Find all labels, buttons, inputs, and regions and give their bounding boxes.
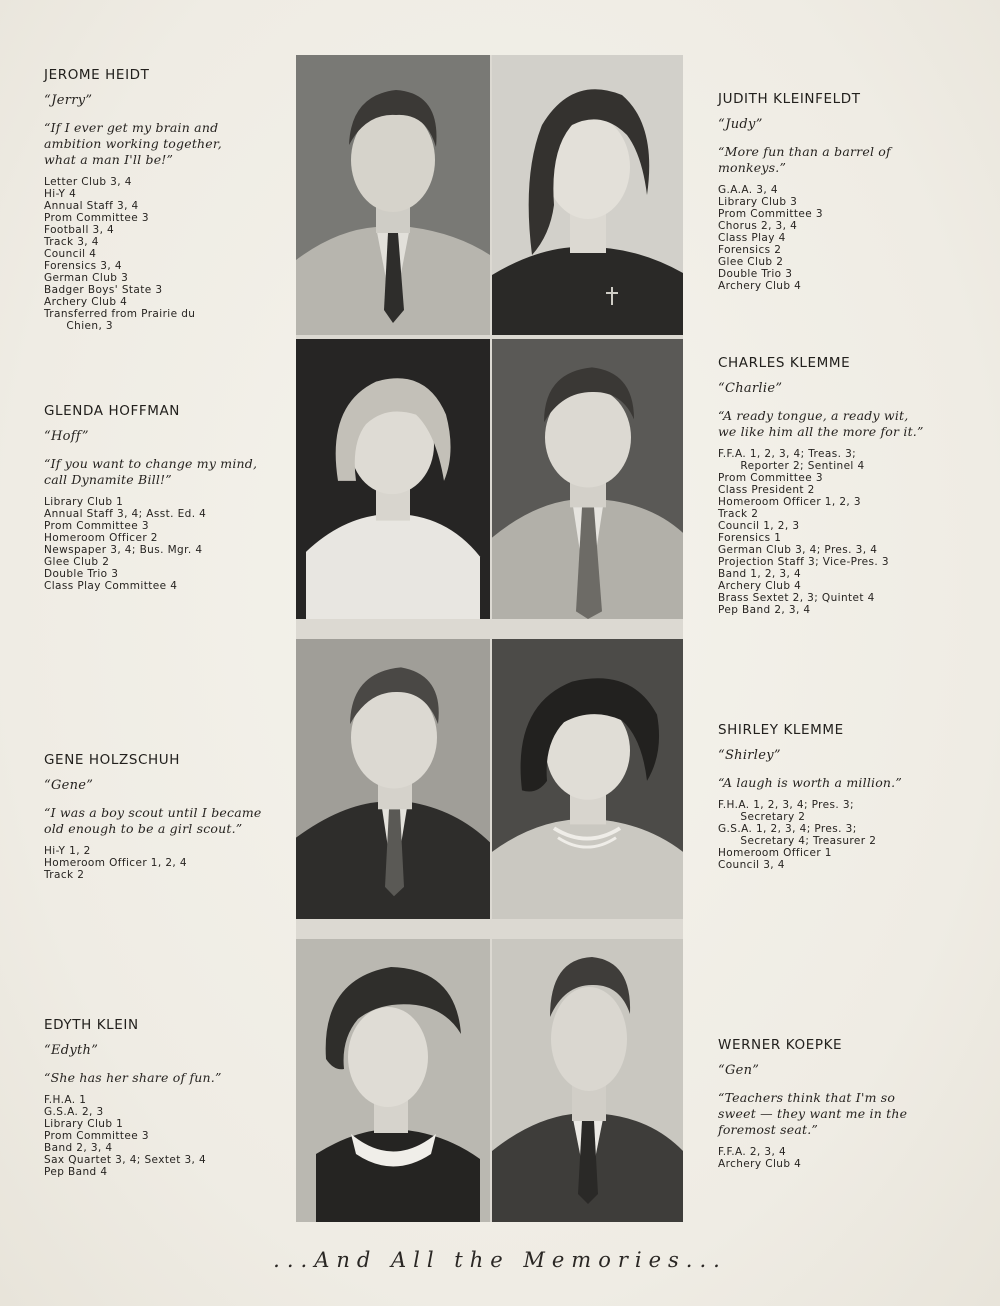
activity-list bbox=[718, 1146, 968, 1170]
activity-item: Chien, 3 bbox=[44, 320, 113, 332]
activity-item: Homeroom Officer 2 bbox=[44, 532, 158, 544]
activity-item: Forensics 3, 4 bbox=[44, 260, 122, 272]
student-entry-werner-koepke bbox=[718, 1037, 968, 1170]
student-entry-edyth-klein bbox=[44, 1017, 294, 1178]
portrait-glenda-hoffman bbox=[296, 339, 490, 619]
student-quote: “Teachers think that I'm so sweet — they want me in the foremost seat.” bbox=[718, 1090, 908, 1137]
activity-item: Prom Committee 3 bbox=[44, 212, 149, 224]
activity-item: Prom Committee 3 bbox=[44, 520, 149, 532]
student-name: WERNER KOEPKE bbox=[718, 1037, 843, 1053]
activity-item: Reporter 2; Sentinel 4 bbox=[718, 460, 865, 472]
student-quote: “If I ever get my brain and ambition working together, what a man I'll be!” bbox=[44, 120, 222, 167]
student-nickname: “Hoff” bbox=[44, 429, 89, 444]
activity-item: Archery Club 4 bbox=[718, 1158, 802, 1170]
student-name: SHIRLEY KLEMME bbox=[718, 722, 844, 738]
student-nickname: “Gen” bbox=[718, 1063, 760, 1078]
portrait-shirley-klemme bbox=[492, 639, 683, 919]
student-nickname: “Charlie” bbox=[718, 381, 783, 396]
student-name: EDYTH KLEIN bbox=[44, 1017, 139, 1033]
activity-item: Class Play 4 bbox=[718, 232, 786, 244]
activity-item: G.A.A. 3, 4 bbox=[718, 184, 778, 196]
student-entry-glenda-hoffman bbox=[44, 403, 294, 592]
portrait-grid bbox=[296, 55, 683, 1222]
activity-item: Glee Club 2 bbox=[718, 256, 784, 268]
activity-list bbox=[44, 176, 294, 332]
student-quote: “I was a boy scout until I became old enough to be a girl scout.” bbox=[44, 805, 262, 836]
activity-item: Council 1, 2, 3 bbox=[718, 520, 800, 532]
activity-item: Transferred from Prairie du bbox=[44, 308, 196, 320]
activity-item: Band 2, 3, 4 bbox=[44, 1142, 113, 1154]
activity-item: Archery Club 4 bbox=[44, 296, 128, 308]
activity-item: Band 1, 2, 3, 4 bbox=[718, 568, 802, 580]
student-name: JEROME HEIDT bbox=[44, 67, 150, 83]
activity-item: Sax Quartet 3, 4; Sextet 3, 4 bbox=[44, 1154, 207, 1166]
activity-item: Chorus 2, 3, 4 bbox=[718, 220, 798, 232]
portrait-werner-koepke bbox=[492, 939, 683, 1222]
activity-item: F.H.A. 1 bbox=[44, 1094, 87, 1106]
portrait-edyth-klein bbox=[296, 939, 490, 1222]
activity-list bbox=[44, 1094, 294, 1178]
activity-item: Badger Boys' State 3 bbox=[44, 284, 163, 296]
student-quote: “A laugh is worth a million.” bbox=[718, 775, 902, 790]
student-quote: “If you want to change my mind, call Dynamite Bill!” bbox=[44, 456, 258, 487]
student-name: GENE HOLZSCHUH bbox=[44, 752, 181, 768]
activity-item: Pep Band 2, 3, 4 bbox=[718, 604, 811, 616]
activity-item: Double Trio 3 bbox=[718, 268, 793, 280]
activity-item: Newspaper 3, 4; Bus. Mgr. 4 bbox=[44, 544, 203, 556]
portrait-judith-kleinfeldt bbox=[492, 55, 683, 335]
student-nickname: “Shirley” bbox=[718, 748, 781, 763]
activity-item: Library Club 1 bbox=[44, 1118, 124, 1130]
activity-item: Homeroom Officer 1, 2, 4 bbox=[44, 857, 187, 869]
activity-item: Track 2 bbox=[44, 869, 85, 881]
activity-item: Track 3, 4 bbox=[44, 236, 99, 248]
portrait-jerome-heidt bbox=[296, 55, 490, 335]
activity-item: G.S.A. 1, 2, 3, 4; Pres. 3; bbox=[718, 823, 857, 835]
activity-item: Letter Club 3, 4 bbox=[44, 176, 132, 188]
portrait-gene-holzschuh bbox=[296, 639, 490, 919]
student-entry-charles-klemme bbox=[718, 355, 968, 616]
activity-item: Hi-Y 4 bbox=[44, 188, 77, 200]
activity-item: Prom Committee 3 bbox=[718, 472, 823, 484]
activity-item: Class Play Committee 4 bbox=[44, 580, 178, 592]
activity-item: Secretary 2 bbox=[718, 811, 806, 823]
student-name: CHARLES KLEMME bbox=[718, 355, 851, 371]
activity-item: Football 3, 4 bbox=[44, 224, 115, 236]
activity-item: Annual Staff 3, 4 bbox=[44, 200, 139, 212]
student-nickname: “Judy” bbox=[718, 117, 763, 132]
activity-item: Annual Staff 3, 4; Asst. Ed. 4 bbox=[44, 508, 207, 520]
student-name: JUDITH KLEINFELDT bbox=[718, 91, 861, 107]
activity-item: Archery Club 4 bbox=[718, 280, 802, 292]
portrait-charles-klemme bbox=[492, 339, 683, 619]
student-quote: “A ready tongue, a ready wit, we like him all the more for it.” bbox=[718, 408, 924, 439]
student-nickname: “Edyth” bbox=[44, 1043, 99, 1058]
activity-item: F.F.A. 2, 3, 4 bbox=[718, 1146, 787, 1158]
activity-item: German Club 3, 4; Pres. 3, 4 bbox=[718, 544, 878, 556]
activity-item: F.H.A. 1, 2, 3, 4; Pres. 3; bbox=[718, 799, 854, 811]
student-quote: “More fun than a barrel of monkeys.” bbox=[718, 144, 891, 175]
activity-item: Prom Committee 3 bbox=[44, 1130, 149, 1142]
activity-item: Library Club 1 bbox=[44, 496, 124, 508]
student-entry-jerome-heidt bbox=[44, 67, 294, 332]
activity-item: Council 3, 4 bbox=[718, 859, 785, 871]
activity-list bbox=[44, 496, 294, 592]
student-entry-judith-kleinfeldt bbox=[718, 91, 968, 292]
activity-item: G.S.A. 2, 3 bbox=[44, 1106, 104, 1118]
activity-item: Archery Club 4 bbox=[718, 580, 802, 592]
activity-item: Prom Committee 3 bbox=[718, 208, 823, 220]
student-nickname: “Jerry” bbox=[44, 93, 93, 108]
activity-item: Council 4 bbox=[44, 248, 97, 260]
student-nickname: “Gene” bbox=[44, 778, 94, 793]
activity-item: Brass Sextet 2, 3; Quintet 4 bbox=[718, 592, 875, 604]
student-entry-shirley-klemme bbox=[718, 722, 968, 871]
activity-list bbox=[44, 845, 294, 881]
activity-item: Forensics 2 bbox=[718, 244, 782, 256]
activity-item: Library Club 3 bbox=[718, 196, 798, 208]
page-footer-caption: ...And All the Memories... bbox=[273, 1248, 727, 1272]
activity-item: Forensics 1 bbox=[718, 532, 782, 544]
activity-item: Double Trio 3 bbox=[44, 568, 119, 580]
activity-item: Homeroom Officer 1 bbox=[718, 847, 832, 859]
activity-list bbox=[718, 799, 968, 871]
activity-item: Secretary 4; Treasurer 2 bbox=[718, 835, 877, 847]
student-entry-gene-holzschuh bbox=[44, 752, 294, 881]
activity-item: Homeroom Officer 1, 2, 3 bbox=[718, 496, 861, 508]
activity-item: Class President 2 bbox=[718, 484, 815, 496]
activity-item: Track 2 bbox=[718, 508, 759, 520]
activity-item: German Club 3 bbox=[44, 272, 129, 284]
activity-list bbox=[718, 184, 968, 292]
activity-item: Glee Club 2 bbox=[44, 556, 110, 568]
activity-item: Pep Band 4 bbox=[44, 1166, 108, 1178]
student-quote: “She has her share of fun.” bbox=[44, 1070, 222, 1085]
student-name: GLENDA HOFFMAN bbox=[44, 403, 180, 419]
activity-list bbox=[718, 448, 968, 616]
activity-item: F.F.A. 1, 2, 3, 4; Treas. 3; bbox=[718, 448, 857, 460]
activity-item: Hi-Y 1, 2 bbox=[44, 845, 91, 857]
activity-item: Projection Staff 3; Vice-Pres. 3 bbox=[718, 556, 889, 568]
